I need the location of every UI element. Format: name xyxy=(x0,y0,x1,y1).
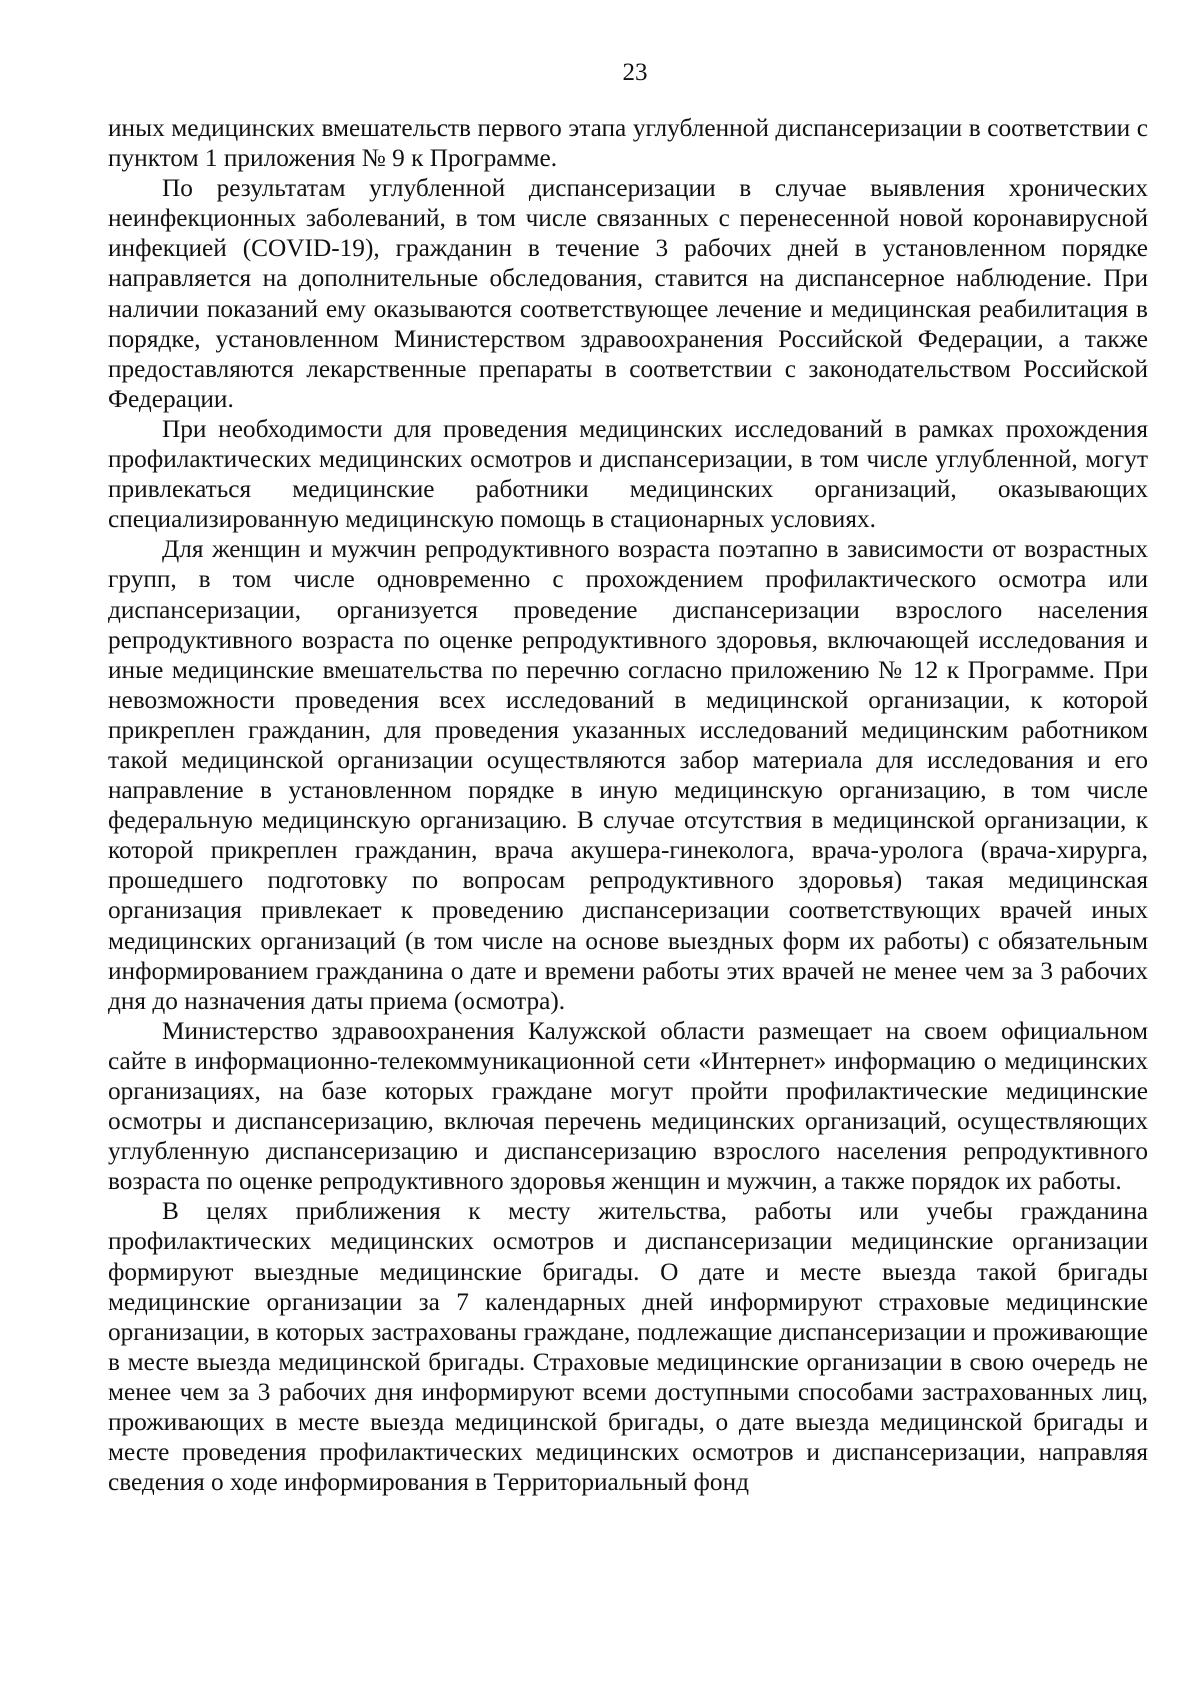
document-body xyxy=(108,113,1148,1497)
paragraph-deep-dispensary-results: По результатам углубленной диспансеризации в случае выявления хронических неинфекционных заболеваний, в том числе связанных с перенесенной новой коронавирусной инфекцией (COVID-19), гражданин в течение 3 рабочих дней в установленном порядке направляется на дополнительные обследования, ставится на диспансерное наблюдение. При наличии показаний ему оказываются соответствующее лечение и медицинская реабилитация в порядке, установленном Министерством здравоохранения Российской Федерации, а также предоставляются лекарственные препараты в соответствии с законодательством Российской Федерации. xyxy=(108,174,1148,413)
paragraph-ministry-publication: Министерство здравоохранения Калужской области размещает на своем официальном сайте в информационно-телекоммуникационной сети «Интернет» информацию о медицинских организациях, на базе которых граждане могут пройти профилактические медицинские осмотры и диспансеризацию, включая перечень медицинских организаций, осуществляющих углубленную диспансеризацию и диспансеризацию взрослого населения репродуктивного возраста по оценке репродуктивного здоровья женщин и мужчин, а также порядок их работы. xyxy=(108,1016,1148,1196)
paragraph-reproductive-health: Для женщин и мужчин репродуктивного возраста поэтапно в зависимости от возрастных групп, в том числе одновременно с прохождением профилактического осмотра или диспансеризации, организуется проведение диспансеризации взрослого населения репродуктивного возраста по оценке репродуктивного здоровья, включающей исследования и иные медицинские вмешательства по перечню согласно приложению № 12 к Программе. При невозможности проведения всех исследований в медицинской организации, к которой прикреплен гражданин, для проведения указанных исследований медицинским работником такой медицинской организации осуществляются забор материала для исследования и его направление в установленном порядке в иную медицинскую организацию, в том числе федеральную медицинскую организацию. В случае отсутствия в медицинской организации, к которой прикреплен гражданин, врача акушера-гинеколога, врача-уролога (врача-хирурга, прошедшего подготовку по вопросам репродуктивного здоровья) такая медицинская организация привлекает к проведению диспансеризации соответствующих врачей иных медицинских организаций (в том числе на основе выездных форм их работы) с обязательным информированием гражданина о дате и времени работы этих врачей не менее чем за 3 рабочих дня до назначения даты приема (осмотра). xyxy=(108,535,1148,1015)
paragraph-continuation: иных медицинских вмешательств первого этапа углубленной диспансеризации в соответствии с пунктом 1 приложения № 9 к Программе. xyxy=(108,114,1148,173)
paragraph-specialist-involvement: При необходимости для проведения медицинских исследований в рамках прохождения профилактических медицинских осмотров и диспансеризации, в том числе углубленной, могут привлекаться медицинские работники медицинских организаций, оказывающих специализированную медицинскую помощь в стационарных условиях. xyxy=(108,414,1148,534)
page-number: 23 xyxy=(622,59,648,86)
paragraph-mobile-brigades: В целях приближения к месту жительства, работы или учебы гражданина профилактических медицинских осмотров и диспансеризации медицинские организации формируют выездные медицинские бригады. О дате и месте выезда такой бригады медицинские организации за 7 календарных дней информируют страховые медицинские организации, в которых застрахованы граждане, подлежащие диспансеризации и проживающие в месте выезда медицинской бригады. Страховые медицинские организации в свою очередь не менее чем за 3 рабочих дня информируют всеми доступными способами застрахованных лиц, проживающих в месте выезда медицинской бригады, о дате выезда медицинской бригады и месте проведения профилактических медицинских осмотров и диспансеризации, направляя сведения о ходе информирования в Территориальный фонд xyxy=(108,1197,1148,1497)
